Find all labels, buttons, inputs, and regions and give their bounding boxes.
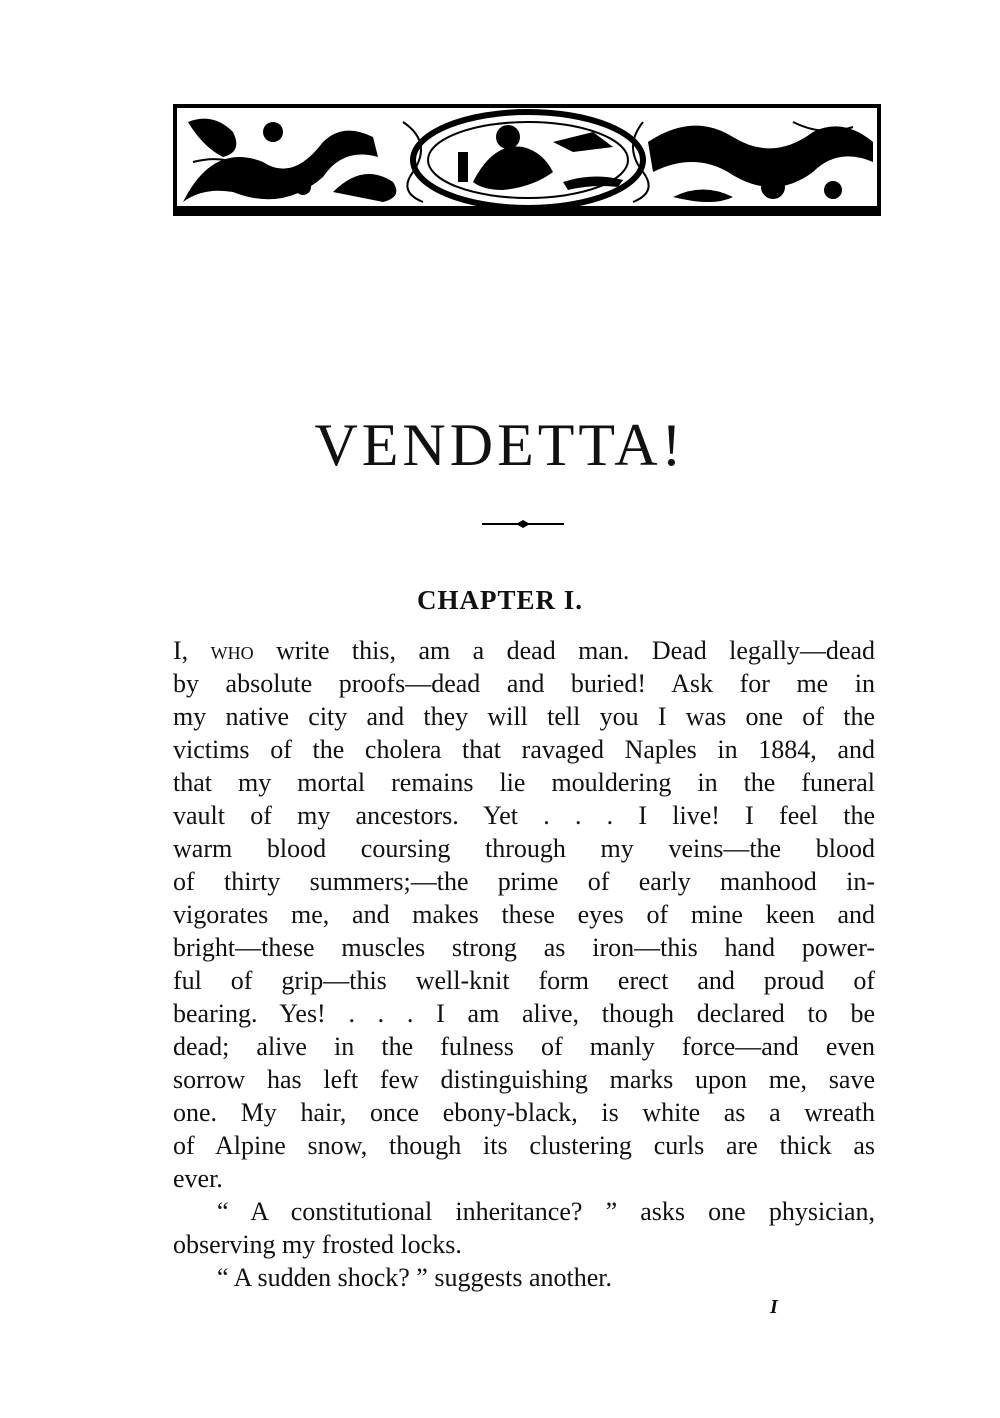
first-word-smallcaps: who <box>210 636 254 665</box>
ornamental-headpiece <box>173 102 881 220</box>
page-signature-mark: I <box>770 1296 778 1318</box>
text-line: bearing. Yes! . . . I am alive, though declared to be <box>173 999 875 1028</box>
text-line: by absolute proofs—dead and buried! Ask for me in <box>173 669 875 698</box>
headpiece-engraving-icon <box>173 102 881 220</box>
ornamental-divider <box>482 518 564 530</box>
text-line: my native city and they will tell you I was one of the <box>173 702 875 731</box>
divider-ornament-icon <box>482 518 564 530</box>
text-line: vigorates me, and makes these eyes of mine keen and <box>173 900 875 929</box>
text-line: of Alpine snow, though its clustering curls are thick as <box>173 1131 875 1160</box>
text-line: observing my frosted locks. <box>173 1230 462 1259</box>
text-line: dead; alive in the fulness of manly force—and even <box>173 1032 875 1061</box>
text-line: one. My hair, once ebony-black, is white as a wreath <box>173 1098 875 1127</box>
text-line: “ A constitutional inheritance? ” asks one physician, <box>217 1197 875 1226</box>
text-line: ever. <box>173 1164 223 1193</box>
text-line: “ A sudden shock? ” suggests another. <box>217 1263 612 1292</box>
text-line: bright—these muscles strong as iron—this hand power- <box>173 933 875 962</box>
text-line: sorrow has left few distinguishing marks upon me, save <box>173 1065 875 1094</box>
chapter-text <box>173 634 875 1294</box>
chapter-heading: CHAPTER I. <box>416 585 583 615</box>
text-line: ful of grip—this well-knit form erect and proud of <box>173 966 875 995</box>
text-line: warm blood coursing through my veins—the blood <box>173 834 875 863</box>
first-word: I, <box>173 636 189 665</box>
book-title: VENDETTA! <box>314 412 686 478</box>
text-line: I, who write this, am a dead man. Dead legally—dead <box>173 636 876 665</box>
text-line: vault of my ancestors. Yet . . . I live! I feel the <box>173 801 875 830</box>
text-line: victims of the cholera that ravaged Naples in 1884, and <box>173 735 875 764</box>
text-line: of thirty summers;—the prime of early manhood in- <box>173 867 875 896</box>
text-line: that my mortal remains lie mouldering in the funeral <box>173 768 875 797</box>
